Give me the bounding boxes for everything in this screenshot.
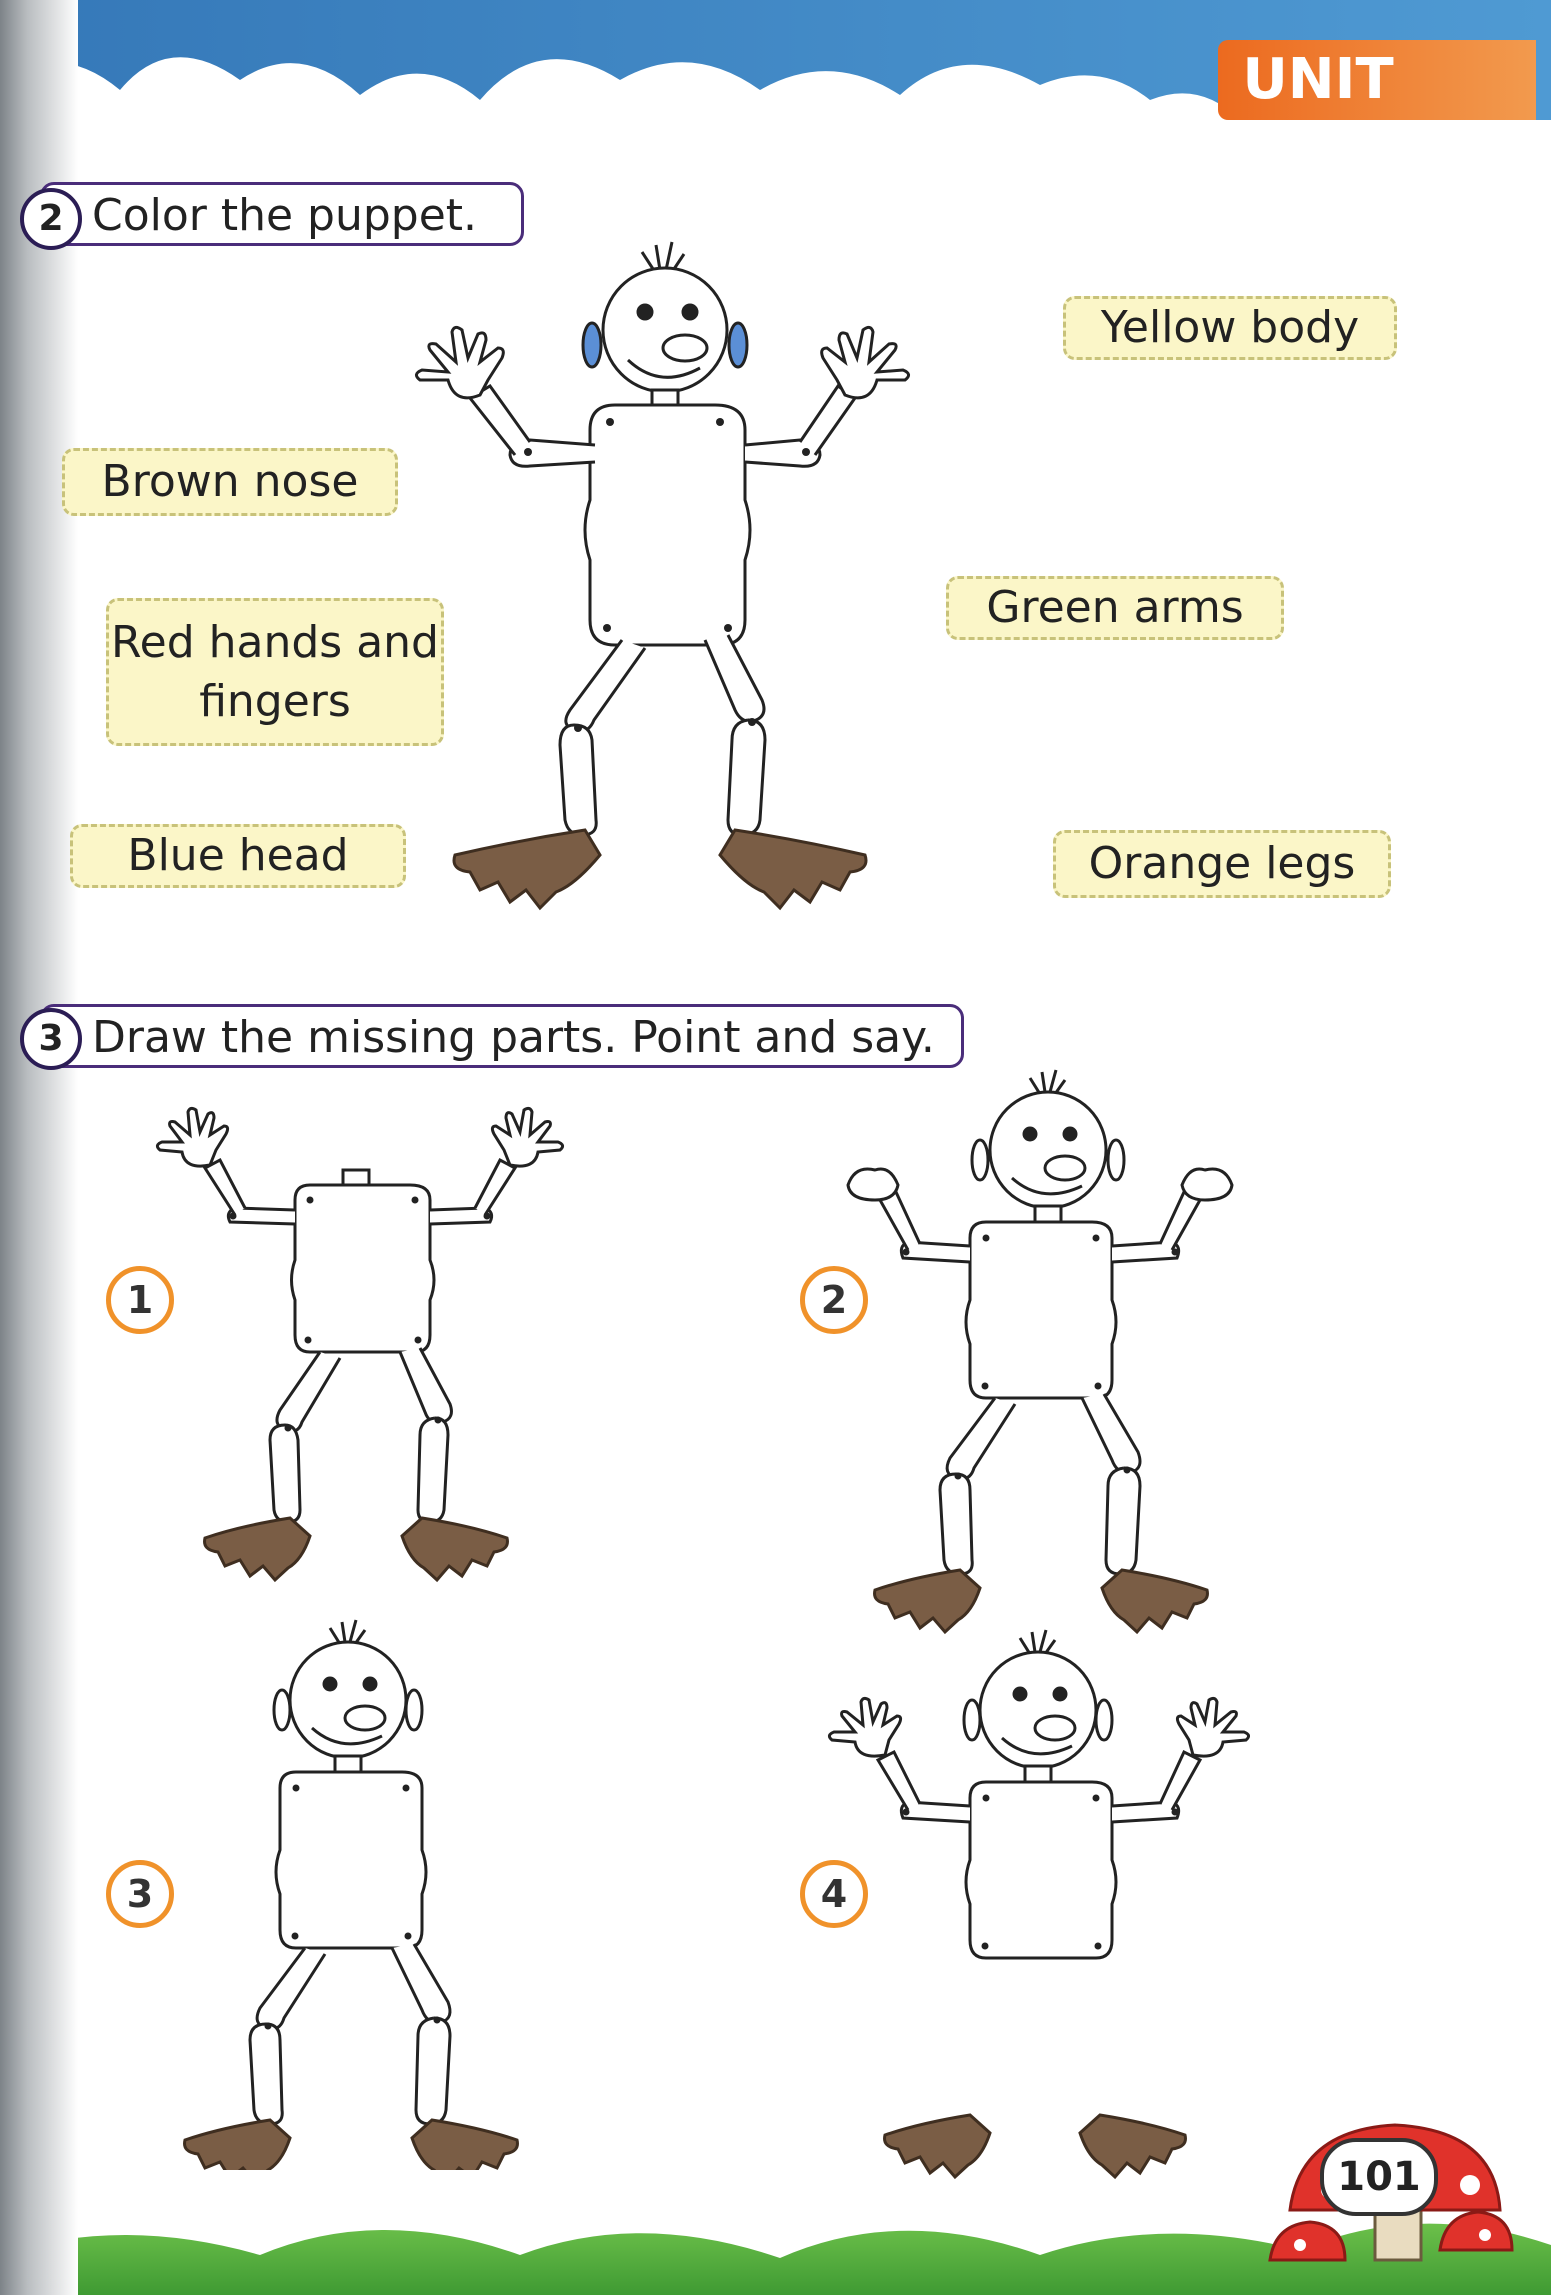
- label-brown-nose: Brown nose: [62, 448, 398, 516]
- right-ear: [729, 323, 747, 367]
- label-orange-legs: Orange legs: [1053, 830, 1391, 898]
- activity2-instruction: Color the puppet.: [92, 190, 478, 241]
- label-blue-head: Blue head: [70, 824, 406, 888]
- label-yellow-body: Yellow body: [1063, 296, 1397, 360]
- puppet-figure-3[interactable]: [170, 1610, 570, 2170]
- puppet-figure-4[interactable]: [800, 1620, 1280, 2180]
- puppet-body: [585, 405, 750, 645]
- figure-number-4: 4: [800, 1860, 868, 1928]
- puppet-feet: [454, 830, 866, 908]
- unit-label: UNIT 7: [1242, 47, 1394, 192]
- puppet-figure-1[interactable]: [130, 1090, 590, 1610]
- activity3-instruction: Draw the missing parts. Point and say.: [92, 1012, 935, 1063]
- right-leg-upper: [705, 635, 764, 721]
- figure-number-1: 1: [106, 1266, 174, 1334]
- puppet-nose: [663, 335, 707, 361]
- unit-tag: [1218, 40, 1536, 192]
- activity2-number: 2: [20, 188, 82, 250]
- right-hand: [822, 327, 909, 397]
- figure-number-2: 2: [800, 1266, 868, 1334]
- page-number: 101: [1320, 2138, 1438, 2216]
- puppet-head: [603, 268, 727, 392]
- label-red-hands: Red hands and fingers: [106, 598, 444, 746]
- left-leg-lower: [560, 725, 596, 835]
- puppet-main[interactable]: [360, 230, 980, 950]
- label-green-arms: Green arms: [946, 576, 1284, 640]
- activity3-number: 3: [20, 1008, 82, 1070]
- puppet-figure-2[interactable]: [820, 1060, 1280, 1650]
- book-spine-shadow: [0, 0, 78, 2295]
- left-leg-upper: [566, 640, 645, 731]
- figure-number-3: 3: [106, 1860, 174, 1928]
- left-ear: [583, 323, 601, 367]
- right-leg-lower: [728, 720, 765, 835]
